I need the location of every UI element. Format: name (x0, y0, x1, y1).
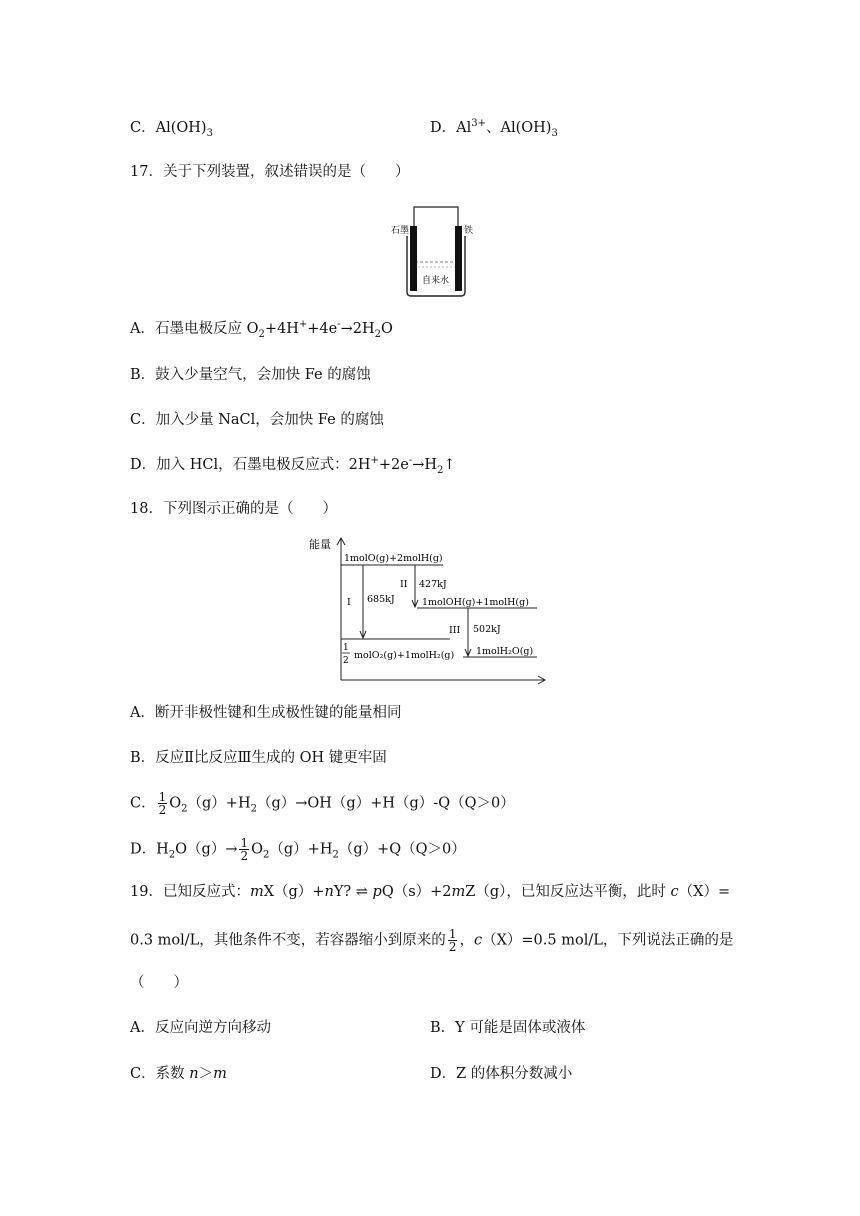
stem-text: X（g）+ (263, 884, 325, 900)
option-text: 石墨电极反应 O (154, 321, 259, 337)
option-text: Al(OH) (155, 120, 207, 136)
fraction-denominator: 2 (158, 803, 167, 817)
variable: m (213, 1066, 227, 1082)
option-text: D．H (130, 841, 169, 858)
option-text: 、Al(OH) (486, 120, 552, 136)
stem-text: （X）= (678, 884, 731, 900)
option-text: （g）+Q（Q＞0） (338, 841, 466, 858)
y-axis-label: 能量 (309, 538, 331, 551)
fraction-numerator: 1 (448, 927, 457, 941)
fraction (239, 837, 249, 862)
stem-text: （X）=0.5 mol/L，下列说法正确的是 (482, 932, 734, 949)
tap-water-label: 自来水 (422, 276, 450, 286)
iron-electrode (455, 226, 462, 291)
option-letter: C． (130, 120, 156, 136)
level-bottom-left-label: molO₂(g)+1molH₂(g) (354, 650, 455, 661)
stem-text: Y? ⇌ (333, 884, 373, 900)
q17-option-b: B．鼓入少量空气，会加快 Fe 的腐蚀 (130, 367, 371, 383)
q17-option-d (130, 455, 456, 475)
option-text: C．系数 (130, 1066, 190, 1082)
q19-stem-line1 (130, 882, 730, 902)
q19-option-b: B．Y 可能是固体或液体 (430, 1020, 586, 1036)
arrow-ii-value: 427kJ (419, 579, 447, 590)
stem-text: ， (459, 932, 474, 949)
option-text: ＞ (198, 1066, 214, 1082)
fraction-numerator: 1 (343, 643, 349, 653)
subscript: 2 (250, 803, 257, 815)
fraction (158, 791, 168, 816)
q19-stem-line2 (130, 928, 733, 953)
fraction-denominator: 2 (240, 849, 249, 863)
q19-option-c (130, 1064, 227, 1084)
q19-option-a: A．反应向逆方向移动 (130, 1020, 271, 1036)
fraction-denominator: 2 (448, 940, 457, 954)
option-text: （g）→OH（g）+H（g）-Q（Q＞0） (256, 795, 515, 812)
option-letter: D． (430, 120, 457, 136)
option-text: O（g）→ (175, 841, 238, 858)
stem-text: Z（g），已知反应达平衡，此时 (465, 884, 671, 900)
option-text: D．加入 HCl，石墨电极反应式：2H (130, 457, 371, 473)
option-text: →2H (340, 321, 375, 337)
subscript: 2 (258, 328, 265, 340)
option-text: （g）+H (187, 795, 251, 812)
fraction (448, 928, 458, 953)
subscript: 2 (168, 849, 176, 861)
q16-option-c (130, 118, 213, 138)
option-text: +2e (378, 457, 409, 473)
option-letter: C． (130, 795, 156, 812)
q16-option-d (430, 118, 558, 138)
q17-option-a (130, 319, 393, 339)
arrow-ii-label: II (400, 579, 408, 590)
q18-option-d (130, 837, 466, 862)
level-top-label: 1molO(g)+2molH(g) (344, 553, 443, 564)
option-text: →H (412, 457, 438, 473)
variable: m (249, 884, 264, 900)
stem-text: Q（s）+2 (381, 884, 452, 900)
arrow-iii-label: III (449, 625, 461, 636)
variable: m (451, 884, 466, 900)
graphite-electrode (410, 226, 417, 291)
q17-option-c: C．加入少量 NaCl，会加快 Fe 的腐蚀 (130, 412, 384, 428)
arrow-i-label: I (347, 597, 351, 608)
subscript: 2 (181, 803, 188, 815)
stem-text: 19．已知反应式： (130, 884, 250, 900)
subscript: 2 (263, 849, 270, 861)
subscript: 3 (551, 127, 558, 139)
level-mid-label: 1molOH(g)+1molH(g) (422, 597, 529, 608)
superscript: + (298, 319, 308, 331)
superscript: - (337, 319, 341, 331)
arrow-iii-value: 502kJ (473, 624, 501, 635)
option-text: +4H (264, 321, 299, 337)
q18-option-c (130, 791, 515, 816)
q18-energy-diagram (305, 535, 550, 687)
fraction-numerator: 1 (158, 790, 167, 804)
subscript: 2 (437, 464, 444, 476)
fraction-numerator: 1 (240, 836, 249, 850)
q18-stem: 18．下列图示正确的是（ ） (130, 501, 337, 517)
iron-label: 铁 (464, 226, 474, 236)
variable: c (473, 932, 483, 949)
option-text: +4e (307, 321, 338, 337)
variable: n (324, 884, 334, 900)
fraction-denominator: 2 (343, 656, 349, 666)
subscript: 2 (374, 328, 382, 340)
superscript: 3+ (471, 118, 486, 130)
graphite-label: 石墨 (391, 226, 410, 236)
level-bottom-right-label: 1molH₂O(g) (476, 646, 534, 657)
q17-stem: 17．关于下列装置，叙述错误的是（ ） (130, 164, 410, 180)
superscript: - (408, 455, 413, 467)
wire (414, 207, 458, 230)
option-letter: A． (130, 321, 155, 337)
subscript: 3 (206, 127, 213, 139)
option-text: （g）+H (269, 841, 333, 858)
option-text: O (251, 841, 264, 858)
option-text: O (169, 795, 182, 812)
subscript: 2 (332, 849, 339, 861)
arrow-i-value: 685kJ (367, 594, 395, 605)
q19-stem-line3: （ ） (130, 975, 188, 991)
q17-electrolysis-figure (388, 200, 478, 300)
stem-text: 0.3 mol/L，其他条件不变，若容器缩小到原来的 (130, 932, 446, 949)
option-text: Al (456, 120, 472, 136)
variable: n (189, 1066, 199, 1082)
option-text: ↑ (443, 457, 456, 473)
variable: p (372, 884, 382, 900)
variable: c (670, 884, 679, 900)
option-text: O (381, 321, 393, 337)
q18-option-a: A．断开非极性键和生成极性键的能量相同 (130, 705, 402, 721)
q18-option-b: B．反应Ⅱ比反应Ⅲ生成的 OH 键更牢固 (130, 750, 387, 766)
q19-option-d: D．Z 的体积分数减小 (430, 1066, 573, 1082)
superscript: + (370, 455, 379, 467)
